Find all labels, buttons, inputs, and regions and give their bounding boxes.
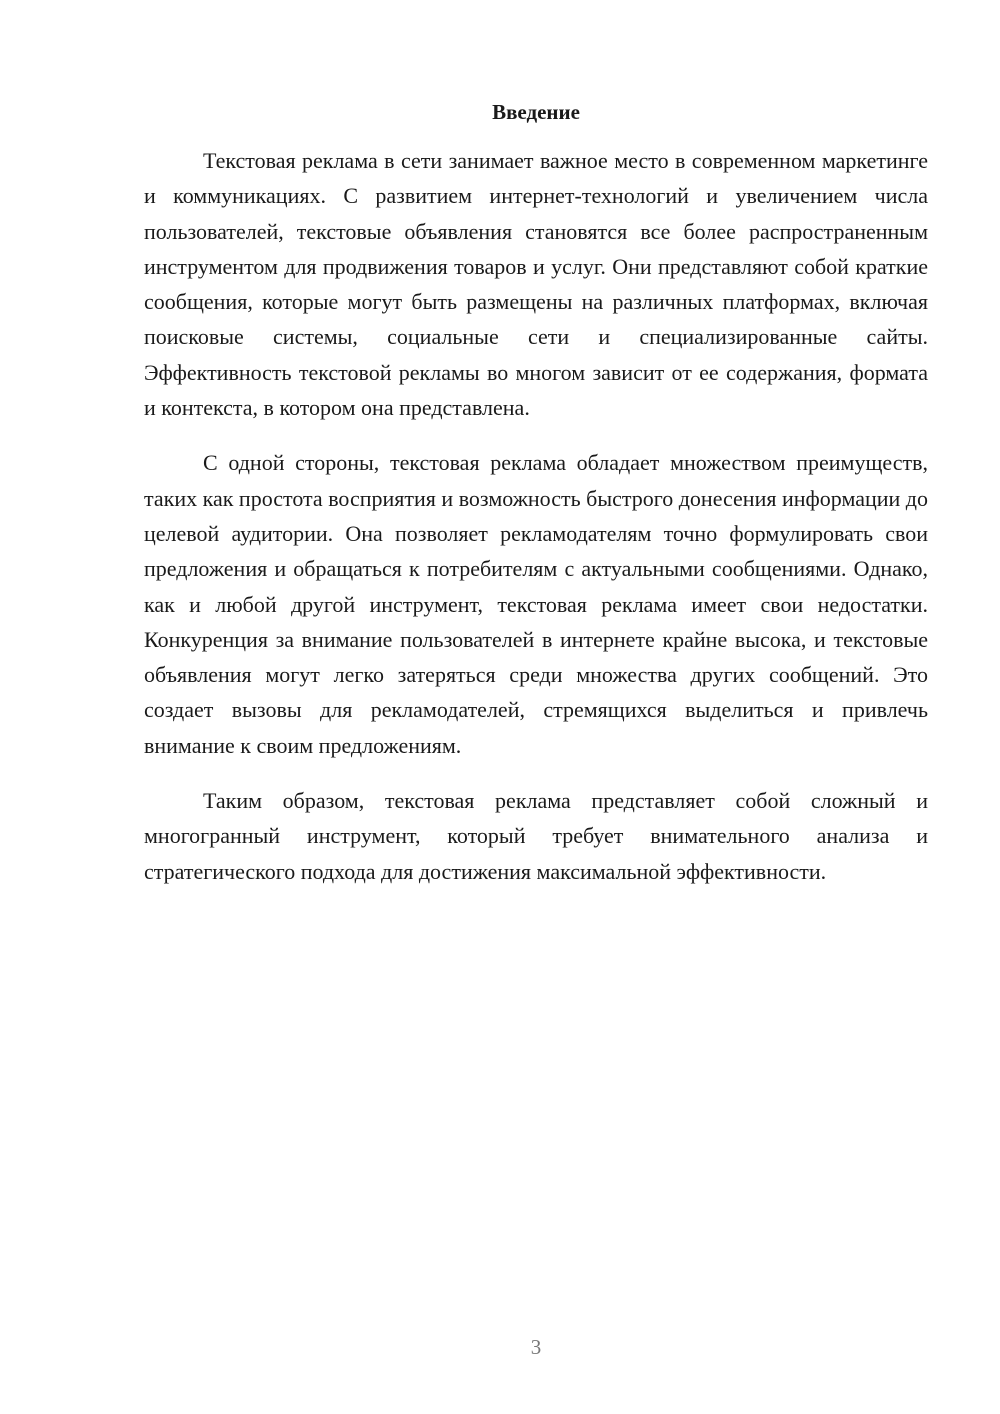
page-number: 3 [530,1335,542,1359]
paragraph-1: Текстовая реклама в сети занимает важное место в современном маркетинге и коммуникациях. С развитием интернет-технологий и увеличением числа пользователей, текстовые объявления становятся все более распространенным инструментом для продвижения товаров и услуг. Они представляют собой краткие сообщения, которые могут быть размещены на различных платформах, включая поисковые системы, социальные сети и специализированные сайты. Эффективность текстовой рекламы во многом зависит от ее содержания, формата и контекста, в котором она представлена. [144,148,928,421]
paragraph-2: С одной стороны, текстовая реклама обладает множеством преимуществ, таких как простота восприятия и возможность быстрого донесения информации до целевой аудитории. Она позволяет рекламодателям точно формулировать свои предложения и обращаться к потребителям с актуальными сообщениями. Однако, как и любой другой инструмент, текстовая реклама имеет свои недостатки. Конкуренция за внимание пользователей в интернете крайне высока, и текстовые объявления могут легко затеряться среди множества других сообщений. Это создает вызовы для рекламодателей, стремящихся выделиться и привлечь внимание к своим предложениям. [144,450,928,758]
section-heading: Введение [492,100,580,124]
paragraph-3: Таким образом, текстовая реклама представляет собой сложный и многогранный инструмент, который требует внимательного анализа и стратегического подхода для достижения максимальной эффективности. [144,788,928,884]
body-text [144,143,928,909]
